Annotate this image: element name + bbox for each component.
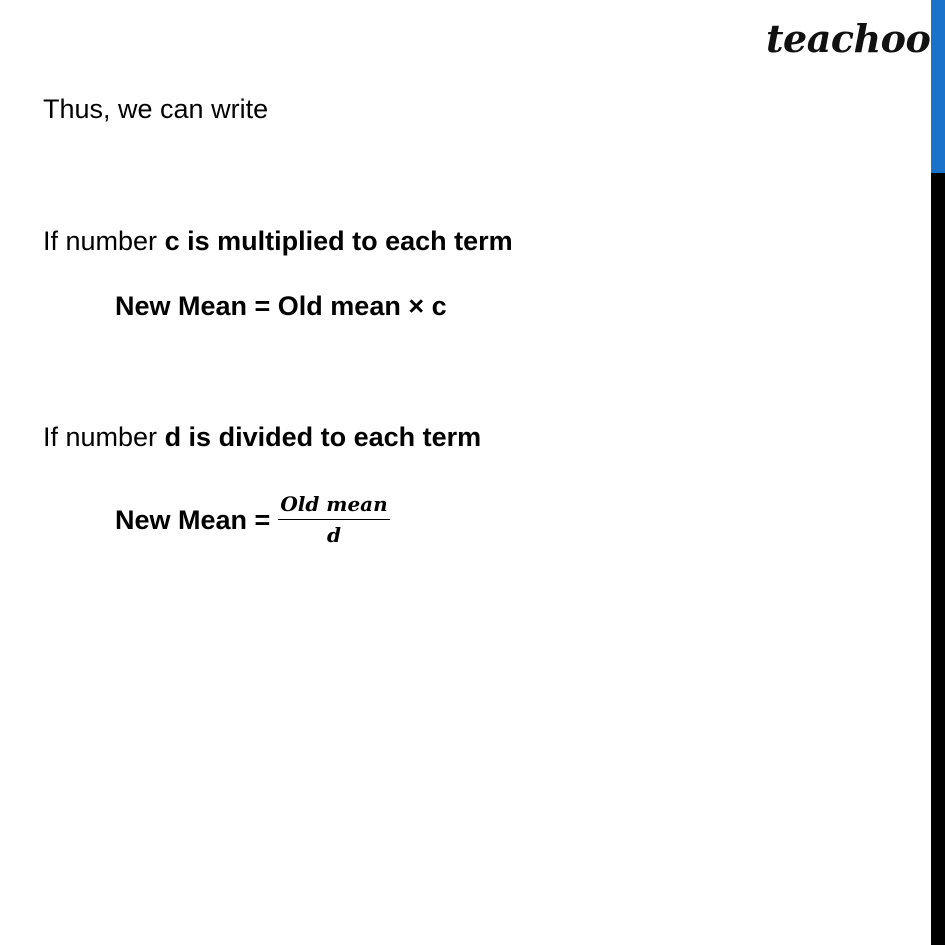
divide-rule-bold: d is divided to each term — [164, 422, 482, 452]
divide-formula-label: New Mean = — [115, 504, 271, 535]
intro-text: Thus, we can write — [43, 94, 269, 124]
fraction-numerator: Old mean — [278, 492, 389, 520]
divide-rule-prefix: If number — [43, 422, 165, 452]
teachoo-logo: teachoo — [766, 16, 931, 61]
fraction-denominator: d — [327, 523, 341, 547]
multiply-rule-formula: New Mean = Old mean × c — [115, 291, 447, 321]
divide-rule-formula — [115, 492, 390, 547]
progress-track — [931, 0, 945, 945]
fraction — [278, 492, 389, 547]
multiply-rule-prefix: If number — [43, 226, 165, 256]
multiply-rule-bold: c is multiplied to each term — [164, 226, 513, 256]
progress-fill — [931, 0, 945, 173]
multiply-rule-condition — [43, 225, 513, 257]
divide-rule-condition — [43, 421, 481, 453]
